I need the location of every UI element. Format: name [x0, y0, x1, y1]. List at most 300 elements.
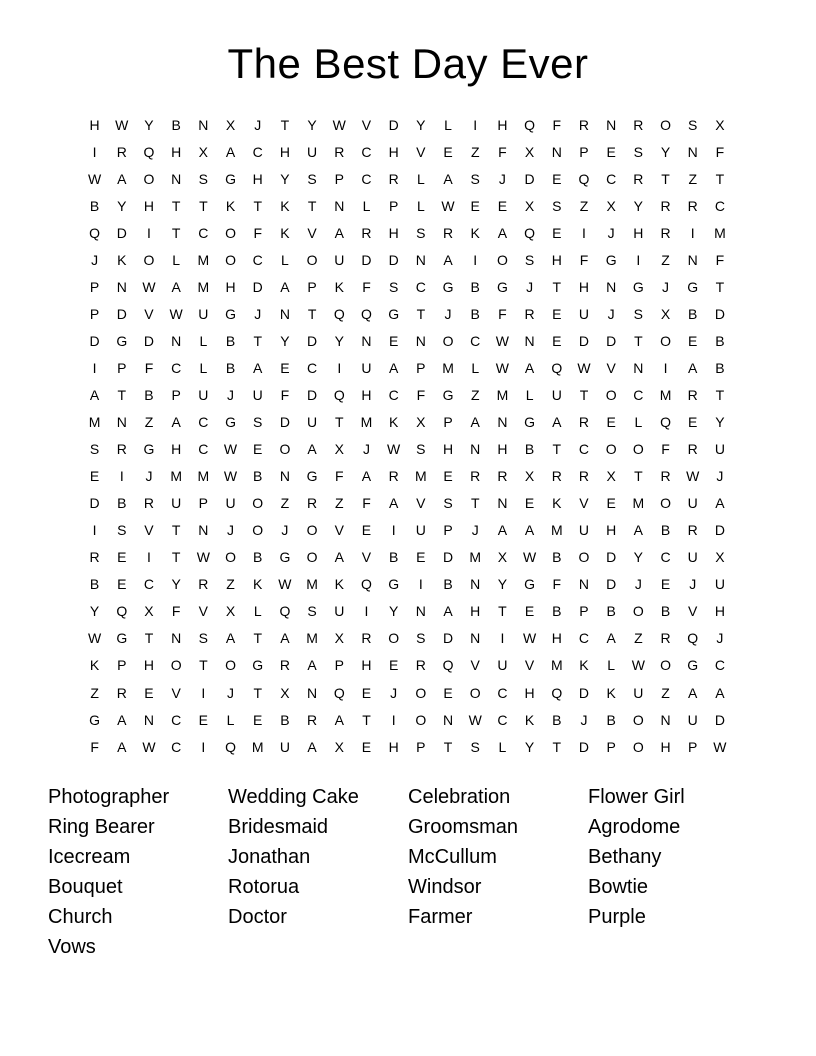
- grid-letter: E: [117, 576, 127, 593]
- grid-letter: K: [524, 711, 535, 728]
- grid-letter: T: [171, 522, 181, 539]
- grid-letter: E: [361, 684, 372, 701]
- grid-letter: W: [196, 549, 210, 566]
- grid-letter: M: [632, 495, 645, 512]
- grid-letter: K: [253, 576, 263, 593]
- grid-letter: B: [388, 549, 399, 566]
- grid-letter: Y: [144, 116, 154, 133]
- grid-letter: F: [362, 495, 371, 512]
- grid-letter: L: [444, 116, 452, 133]
- grid-letter: Q: [551, 359, 563, 376]
- grid-letter: A: [117, 738, 127, 755]
- puzzle-title: The Best Day Ever: [227, 40, 589, 87]
- grid-letter: E: [552, 332, 562, 349]
- grid-letter: I: [201, 684, 206, 701]
- grid-letter: X: [334, 630, 344, 647]
- grid-letter: Z: [335, 495, 344, 512]
- word-list-item: Bridesmaid: [228, 816, 329, 838]
- grid-letter: T: [661, 170, 670, 187]
- grid-letter: I: [418, 576, 423, 593]
- grid-letter: J: [716, 468, 724, 485]
- grid-letter: C: [171, 738, 182, 755]
- grid-letter: B: [225, 332, 236, 349]
- grid-letter: G: [143, 441, 155, 458]
- grid-letter: N: [524, 332, 535, 349]
- word-list-item: Farmer: [408, 906, 473, 928]
- grid-letter: O: [225, 549, 236, 566]
- grid-letter: T: [552, 441, 562, 458]
- grid-letter: C: [252, 251, 263, 268]
- grid-letter: G: [524, 414, 536, 431]
- grid-letter: M: [306, 576, 318, 593]
- grid-letter: D: [388, 116, 399, 133]
- grid-letter: V: [198, 603, 209, 620]
- grid-letter: P: [416, 359, 426, 376]
- grid-letter: A: [334, 549, 344, 566]
- grid-letter: U: [334, 603, 345, 620]
- grid-letter: N: [116, 414, 127, 431]
- grid-letter: R: [687, 522, 698, 539]
- grid-letter: E: [117, 549, 127, 566]
- grid-letter: R: [633, 170, 644, 187]
- grid-letter: P: [334, 170, 344, 187]
- grid-letter: G: [225, 305, 236, 322]
- grid-letter: G: [116, 630, 128, 647]
- grid-letter: A: [688, 359, 698, 376]
- grid-letter: S: [524, 251, 535, 268]
- grid-letter: J: [444, 305, 452, 322]
- grid-letter: O: [660, 657, 671, 674]
- grid-letter: B: [253, 468, 263, 485]
- grid-letter: I: [147, 549, 151, 566]
- grid-letter: A: [225, 630, 236, 647]
- grid-letter: H: [225, 278, 236, 295]
- grid-letter: H: [143, 197, 155, 214]
- grid-letter: H: [361, 386, 372, 403]
- grid-letter: P: [416, 738, 426, 755]
- grid-letter: E: [361, 522, 372, 539]
- grid-letter: N: [198, 522, 209, 539]
- grid-letter: I: [473, 251, 478, 268]
- grid-letter: W: [387, 441, 401, 458]
- grid-letter: H: [551, 630, 562, 647]
- grid-letter: R: [442, 224, 454, 241]
- grid-letter: C: [470, 332, 481, 349]
- grid-letter: J: [227, 684, 235, 701]
- grid-letter: A: [524, 359, 535, 376]
- grid-letter: J: [254, 116, 262, 133]
- grid-letter: G: [524, 576, 536, 593]
- grid-letter: S: [688, 116, 698, 133]
- grid-letter: M: [197, 251, 210, 268]
- grid-letter: T: [335, 414, 344, 431]
- grid-letter: R: [470, 468, 481, 485]
- grid-letter: A: [307, 441, 317, 458]
- grid-letter: N: [171, 630, 182, 647]
- grid-letter: J: [145, 468, 153, 485]
- grid-letter: Q: [524, 224, 536, 241]
- grid-letter: M: [415, 468, 427, 485]
- grid-letter: M: [550, 657, 563, 674]
- grid-letter: K: [579, 657, 589, 674]
- grid-letter: Y: [715, 414, 725, 431]
- grid-letter: A: [470, 414, 480, 431]
- grid-letter: Y: [388, 603, 399, 620]
- grid-letter: O: [632, 441, 644, 458]
- grid-letter: X: [524, 143, 535, 160]
- grid-letter: T: [144, 630, 154, 647]
- word-list-column: [228, 782, 408, 962]
- grid-letter: O: [469, 684, 481, 701]
- grid-letter: N: [470, 576, 481, 593]
- grid-letter: N: [171, 332, 182, 349]
- grid-letter: C: [388, 386, 399, 403]
- grid-letter: G: [225, 170, 236, 187]
- grid-letter: H: [497, 116, 508, 133]
- word-list-item: Jonathan: [228, 846, 311, 868]
- grid-letter: Q: [578, 170, 590, 187]
- grid-letter: U: [252, 386, 263, 403]
- grid-letter: N: [279, 468, 290, 485]
- grid-letter: W: [468, 711, 482, 728]
- word-list-column: [48, 782, 228, 962]
- grid-letter: Q: [660, 414, 671, 431]
- grid-letter: U: [198, 305, 209, 322]
- grid-letter: K: [117, 251, 127, 268]
- grid-letter: B: [117, 495, 127, 512]
- grid-letter: X: [524, 197, 535, 214]
- grid-letter: E: [606, 495, 616, 512]
- grid-letter: G: [89, 711, 101, 728]
- grid-letter: X: [198, 143, 209, 160]
- grid-letter: R: [551, 468, 562, 485]
- grid-letter: P: [334, 657, 344, 674]
- grid-letter: D: [606, 549, 617, 566]
- grid-letter: F: [144, 359, 154, 376]
- grid-letter: N: [470, 630, 481, 647]
- grid-letter: T: [171, 549, 181, 566]
- grid-letter: D: [361, 251, 372, 268]
- grid-letter: F: [171, 603, 181, 620]
- grid-letter: X: [606, 197, 616, 214]
- grid-letter: U: [578, 305, 590, 322]
- grid-letter: D: [714, 305, 725, 322]
- grid-letter: X: [715, 116, 725, 133]
- grid-letter: W: [713, 738, 727, 755]
- grid-letter: L: [634, 414, 643, 431]
- grid-letter: S: [633, 305, 644, 322]
- grid-letter: R: [307, 711, 318, 728]
- grid-letter: E: [443, 468, 453, 485]
- grid-letter: A: [361, 468, 372, 485]
- grid-letter: W: [495, 359, 510, 376]
- grid-letter: C: [415, 278, 426, 295]
- grid-letter: I: [391, 711, 396, 728]
- grid-letter: U: [171, 495, 182, 512]
- grid-letter: T: [280, 116, 290, 133]
- grid-letter: N: [442, 711, 454, 728]
- grid-letter: R: [143, 495, 155, 512]
- grid-letter: A: [443, 251, 453, 268]
- grid-letter: G: [252, 657, 264, 674]
- grid-letter: U: [334, 251, 345, 268]
- grid-letter: C: [143, 576, 155, 593]
- grid-letter: E: [606, 414, 616, 431]
- grid-letter: B: [443, 576, 453, 593]
- grid-letter: M: [550, 522, 563, 539]
- grid-letter: W: [495, 332, 510, 349]
- grid-letter: C: [361, 143, 372, 160]
- grid-letter: J: [526, 278, 534, 295]
- grid-letter: H: [442, 441, 454, 458]
- grid-letter: D: [606, 332, 617, 349]
- grid-letter: Q: [361, 305, 372, 322]
- grid-letter: R: [633, 116, 644, 133]
- grid-letter: F: [335, 468, 344, 485]
- grid-letter: J: [227, 522, 235, 539]
- grid-letter: B: [606, 711, 616, 728]
- grid-letter: O: [225, 224, 236, 241]
- grid-letter: E: [443, 684, 453, 701]
- grid-letter: Y: [524, 738, 535, 755]
- grid-letter: R: [307, 495, 318, 512]
- grid-letter: L: [416, 170, 425, 187]
- grid-letter: J: [634, 576, 642, 593]
- grid-letter: I: [201, 738, 206, 755]
- word-list-item: Purple: [588, 906, 646, 928]
- grid-letter: N: [415, 251, 426, 268]
- word-list-item: Bouquet: [48, 876, 123, 898]
- grid-letter: N: [415, 332, 426, 349]
- grid-letter: J: [390, 684, 398, 701]
- word-list-item: Bowtie: [588, 876, 649, 898]
- grid-letter: L: [199, 359, 208, 376]
- grid-letter: B: [715, 359, 725, 376]
- grid-letter: Q: [89, 224, 101, 241]
- grid-letter: D: [524, 170, 535, 187]
- grid-letter: E: [280, 359, 290, 376]
- grid-letter: P: [117, 359, 127, 376]
- grid-letter: Q: [524, 116, 536, 133]
- grid-letter: V: [416, 143, 426, 160]
- grid-letter: O: [143, 170, 155, 187]
- grid-letter: S: [416, 224, 426, 241]
- grid-letter: S: [633, 143, 644, 160]
- grid-letter: D: [116, 224, 127, 241]
- grid-letter: S: [198, 170, 209, 187]
- word-list-item: Rotorua: [228, 876, 300, 898]
- grid-letter: Z: [579, 197, 589, 214]
- grid-letter: Q: [333, 305, 345, 322]
- grid-letter: U: [307, 414, 318, 431]
- grid-letter: X: [144, 603, 154, 620]
- grid-letter: E: [497, 197, 508, 214]
- grid-letter: A: [171, 414, 181, 431]
- grid-letter: O: [252, 522, 264, 539]
- grid-letter: O: [496, 251, 508, 268]
- grid-letter: H: [388, 224, 399, 241]
- grid-letter: T: [199, 657, 208, 674]
- grid-letter: A: [117, 170, 127, 187]
- grid-letter: H: [361, 657, 372, 674]
- grid-letter: A: [307, 657, 317, 674]
- grid-letter: T: [307, 197, 317, 214]
- grid-letter: N: [497, 414, 508, 431]
- grid-letter: A: [715, 495, 725, 512]
- grid-letter: U: [687, 495, 698, 512]
- grid-letter: B: [715, 332, 725, 349]
- grid-letter: P: [579, 143, 589, 160]
- grid-letter: Z: [661, 684, 670, 701]
- grid-letter: I: [119, 468, 124, 485]
- grid-letter: Z: [634, 630, 643, 647]
- grid-letter: A: [89, 386, 100, 403]
- grid-letter: M: [714, 224, 726, 241]
- grid-letter: G: [306, 468, 318, 485]
- grid-letter: V: [171, 684, 181, 701]
- grid-letter: W: [278, 576, 292, 593]
- grid-letter: I: [500, 630, 505, 647]
- grid-letter: R: [578, 414, 590, 431]
- grid-letter: O: [660, 495, 671, 512]
- grid-letter: T: [715, 386, 725, 403]
- grid-letter: A: [688, 684, 698, 701]
- grid-letter: X: [280, 684, 290, 701]
- grid-letter: M: [88, 414, 101, 431]
- grid-letter: N: [551, 143, 562, 160]
- grid-letter: Q: [333, 386, 345, 403]
- grid-letter: C: [307, 359, 318, 376]
- grid-letter: N: [143, 711, 155, 728]
- grid-letter: S: [552, 197, 562, 214]
- grid-letter: J: [362, 441, 370, 458]
- grid-letter: K: [334, 576, 344, 593]
- grid-letter: X: [416, 414, 426, 431]
- grid-letter: Q: [143, 143, 155, 160]
- grid-letter: M: [659, 386, 672, 403]
- grid-letter: W: [223, 468, 238, 485]
- grid-letter: B: [552, 603, 562, 620]
- grid-letter: X: [497, 549, 508, 566]
- word-list-column: [408, 782, 588, 962]
- grid-letter: R: [279, 657, 290, 674]
- grid-letter: E: [524, 495, 535, 512]
- grid-letter: P: [688, 738, 698, 755]
- grid-letter: I: [582, 224, 586, 241]
- grid-letter: R: [687, 386, 698, 403]
- grid-letter: F: [362, 278, 371, 295]
- grid-letter: W: [87, 630, 102, 647]
- grid-letter: H: [524, 684, 535, 701]
- grid-letter: L: [471, 359, 480, 376]
- grid-letter: B: [552, 549, 562, 566]
- grid-letter: K: [89, 657, 100, 674]
- grid-letter: C: [633, 386, 644, 403]
- grid-letter: R: [524, 305, 535, 322]
- grid-letter: N: [198, 116, 209, 133]
- grid-letter: D: [388, 251, 399, 268]
- grid-letter: H: [89, 116, 100, 133]
- grid-letter: O: [605, 386, 617, 403]
- grid-letter: Y: [307, 116, 317, 133]
- grid-letter: J: [662, 278, 670, 295]
- grid-letter: R: [388, 468, 399, 485]
- grid-letter: K: [280, 197, 290, 214]
- grid-letter: E: [361, 738, 372, 755]
- grid-letter: T: [307, 305, 317, 322]
- grid-letter: I: [690, 224, 695, 241]
- grid-letter: B: [89, 576, 100, 593]
- grid-letter: E: [524, 603, 535, 620]
- grid-letter: S: [443, 495, 453, 512]
- grid-letter: R: [361, 630, 372, 647]
- grid-letter: N: [687, 143, 698, 160]
- grid-letter: E: [552, 170, 562, 187]
- grid-letter: N: [307, 684, 318, 701]
- grid-letter: E: [443, 143, 453, 160]
- grid-letter: J: [227, 386, 235, 403]
- grid-letter: U: [578, 522, 590, 539]
- grid-letter: B: [688, 305, 698, 322]
- grid-letter: O: [388, 630, 400, 647]
- grid-letter: O: [225, 251, 236, 268]
- grid-letter: I: [473, 116, 478, 133]
- grid-letter: F: [552, 576, 562, 593]
- grid-letter: R: [334, 143, 345, 160]
- grid-letter: J: [471, 522, 479, 539]
- grid-letter: T: [634, 332, 643, 349]
- grid-letter: R: [687, 441, 698, 458]
- grid-letter: S: [388, 278, 399, 295]
- grid-letter: N: [633, 359, 644, 376]
- grid-letter: B: [524, 441, 535, 458]
- grid-letter: O: [632, 711, 644, 728]
- grid-letter: Z: [226, 576, 235, 593]
- grid-letter: A: [171, 278, 181, 295]
- grid-letter: L: [253, 603, 262, 620]
- grid-letter: Q: [279, 603, 291, 620]
- grid-letter: T: [362, 711, 371, 728]
- grid-letter: I: [147, 224, 151, 241]
- grid-letter: S: [307, 170, 317, 187]
- grid-letter: T: [498, 603, 507, 620]
- grid-letter: L: [199, 332, 208, 349]
- grid-letter: Z: [688, 170, 697, 187]
- grid-letter: J: [498, 170, 506, 187]
- grid-letter: C: [660, 549, 671, 566]
- grid-letter: V: [416, 495, 426, 512]
- grid-letter: X: [715, 549, 725, 566]
- grid-letter: H: [497, 441, 508, 458]
- grid-letter: F: [715, 143, 725, 160]
- grid-letter: T: [443, 738, 453, 755]
- grid-letter: M: [197, 468, 210, 485]
- grid-letter: O: [306, 251, 318, 268]
- grid-letter: S: [253, 414, 263, 431]
- grid-letter: E: [198, 711, 209, 728]
- grid-letter: G: [279, 549, 291, 566]
- grid-letter: F: [253, 224, 262, 241]
- grid-letter: D: [89, 332, 100, 349]
- grid-letter: N: [497, 495, 508, 512]
- grid-letter: V: [361, 116, 372, 133]
- grid-letter: Y: [633, 549, 644, 566]
- grid-letter: U: [497, 657, 508, 674]
- grid-letter: J: [580, 711, 588, 728]
- grid-letter: A: [497, 522, 508, 539]
- grid-letter: D: [442, 630, 454, 647]
- grid-letter: D: [143, 332, 155, 349]
